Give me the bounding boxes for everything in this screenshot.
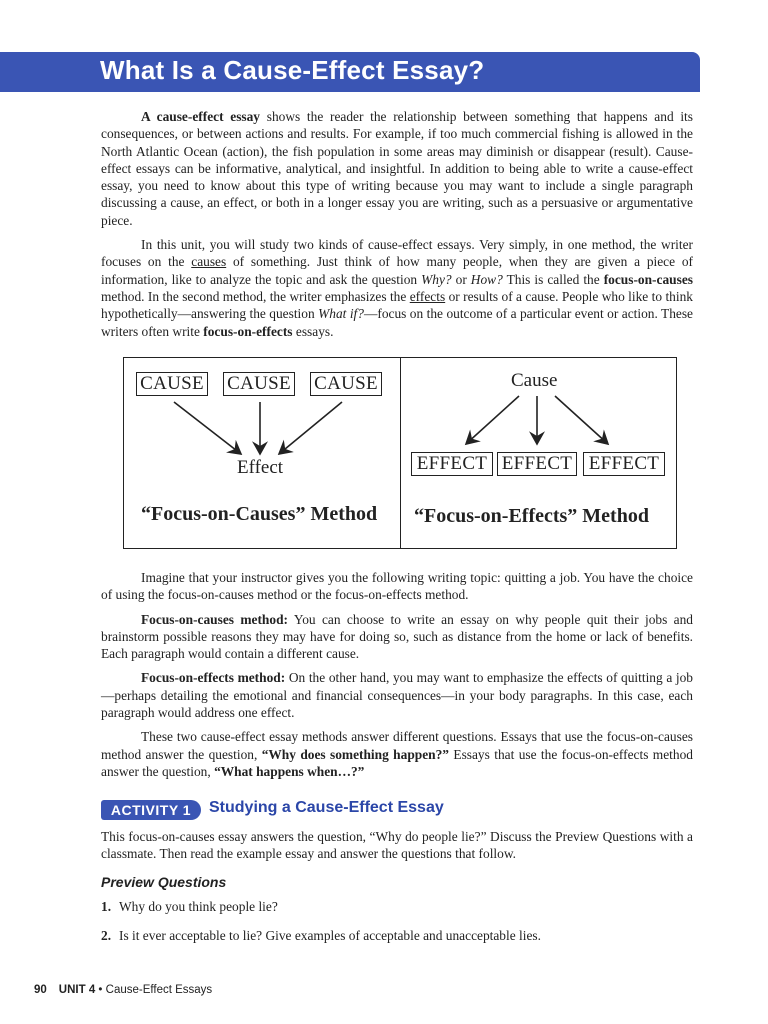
intro-p2-or: or bbox=[455, 271, 467, 287]
question-why-happen: “Why does something happen?” bbox=[261, 746, 449, 762]
question-number: 2. bbox=[101, 928, 112, 943]
arrow-cause1-to-effect bbox=[174, 402, 241, 454]
left-effect-label: Effect bbox=[237, 457, 284, 478]
activity-badge: ACTIVITY 1 bbox=[101, 800, 201, 820]
after-p3-text: On the other hand, you may want to emphasize the effects of quitting a job—perhaps detailing the emotional and financial consequences—in your body paragraphs. In this case, each paragraph would address one effect. bbox=[101, 670, 694, 721]
intro-p2-b: of something. Just think of how many people, when they are given a piece of information, like to analyze the topic and ask the question bbox=[101, 254, 693, 287]
term-focus-on-causes: focus-on-causes bbox=[603, 271, 693, 287]
question-how: How? bbox=[470, 271, 503, 287]
intro-p1-text: shows the reader the relationship between something that happens and its consequences, or between actions and results. For example, if too much commercial fishing is allowed in the North Atlantic Ocean (action), the fish population in some areas may diminish or disappear (result). Cause-effect essays can be informative, analytical, and insightful. In addition to being able to write a cause-effect essay, you need to know about this type of writing because you may want to include a single paragraph discussing a cause, an effect, or both in a longer essay you are writing, such as a persuasive or argumentative piece. bbox=[101, 109, 693, 228]
after-paragraph-3 bbox=[101, 669, 693, 721]
right-cause-label: Cause bbox=[511, 370, 558, 391]
intro-p2-c: This is called the bbox=[506, 271, 600, 287]
question-number: 1. bbox=[101, 899, 112, 914]
left-cause-box-2: CAUSE bbox=[223, 372, 295, 396]
activity-intro bbox=[101, 828, 693, 870]
after-p2-text: You can choose to write an essay on why people quit their jobs and brainstorm possible reasons they may have for doing so, such as distance from the home or lack of benefits. Each paragraph would contain a different cause. bbox=[101, 611, 694, 662]
question-text: Is it ever acceptable to lie? Give examples of acceptable and unacceptable lies. bbox=[119, 928, 541, 943]
section-name: Cause-Effect Essays bbox=[105, 984, 213, 996]
after-paragraph-2 bbox=[101, 611, 693, 663]
question-why: Why? bbox=[421, 271, 452, 287]
right-effect-box-2: EFFECT bbox=[497, 452, 577, 476]
page-footer bbox=[34, 984, 212, 996]
page-number: 90 bbox=[34, 984, 47, 996]
intro-p2-a: In this unit, you will study two kinds of cause-effect essays. Very simply, in one method, the writer focuses on the bbox=[101, 237, 693, 270]
intro-p2-f: —focus on the outcome of a particular event or action. These writers often write bbox=[101, 306, 694, 339]
question-what-if: What if? bbox=[318, 306, 364, 322]
after-paragraph-1: Imagine that your instructor gives you the following writing topic: quitting a job. You have the choice of using the focus-on-causes method or the focus-on-effects method. bbox=[101, 570, 693, 603]
preview-questions-heading: Preview Questions bbox=[101, 874, 227, 890]
focus-on-effects-caption: “Focus-on-Effects” Method bbox=[414, 505, 649, 527]
left-cause-box-1: CAUSE bbox=[136, 372, 208, 396]
underlined-causes: causes bbox=[191, 254, 227, 270]
activity-title: Studying a Cause-Effect Essay bbox=[209, 799, 444, 816]
intro-section bbox=[101, 108, 693, 347]
intro-p2-g: essays. bbox=[295, 323, 334, 339]
arrow-cause-to-effect1 bbox=[466, 396, 519, 444]
arrow-cause-to-effect3 bbox=[555, 396, 608, 444]
focus-on-effects-method-heading: Focus-on-effects method: bbox=[141, 670, 286, 686]
focus-on-causes-caption: “Focus-on-Causes” Method bbox=[141, 503, 378, 525]
preview-question-2 bbox=[101, 928, 541, 944]
left-cause-box-3: CAUSE bbox=[310, 372, 382, 396]
underlined-effects: effects bbox=[409, 288, 446, 304]
footer-bullet: • bbox=[98, 984, 103, 996]
term-cause-effect-essay: A cause-effect essay bbox=[141, 109, 261, 124]
intro-p2-d: method. In the second method, the writer emphasizes the bbox=[101, 288, 407, 304]
right-effect-box-1: EFFECT bbox=[411, 452, 493, 476]
after-p4-b: Essays that use the focus-on-effects method answer the question, bbox=[101, 746, 693, 779]
after-p4-a: These two cause-effect essay methods answer different questions. Essays that use the focus-on-causes method answer the question, bbox=[101, 729, 693, 762]
cause-effect-diagram bbox=[123, 357, 677, 549]
intro-paragraph-1 bbox=[101, 108, 693, 229]
term-focus-on-effects: focus-on-effects bbox=[203, 323, 293, 339]
preview-question-1 bbox=[101, 899, 278, 915]
intro-p2-e: or results of a cause. People who like to think hypothetically—answering the question bbox=[101, 288, 693, 322]
after-paragraph-4 bbox=[101, 728, 693, 780]
unit-label: UNIT 4 bbox=[58, 984, 96, 996]
focus-on-causes-method-heading: Focus-on-causes method: bbox=[141, 611, 288, 627]
diagram-divider bbox=[400, 358, 401, 548]
arrow-cause3-to-effect bbox=[279, 402, 342, 454]
page-title: What Is a Cause-Effect Essay? bbox=[100, 55, 485, 85]
activity-intro-paragraph: This focus-on-causes essay answers the question, “Why do people lie?” Discuss the Preview Questions with a classmate. Then read the example essay and answer the questions that follow. bbox=[101, 829, 693, 862]
question-text: Why do you think people lie? bbox=[119, 899, 278, 914]
intro-paragraph-2 bbox=[101, 236, 693, 340]
right-effect-box-3: EFFECT bbox=[583, 452, 665, 476]
question-what-happens-when: “What happens when…?” bbox=[214, 763, 365, 779]
methods-section bbox=[101, 569, 693, 787]
